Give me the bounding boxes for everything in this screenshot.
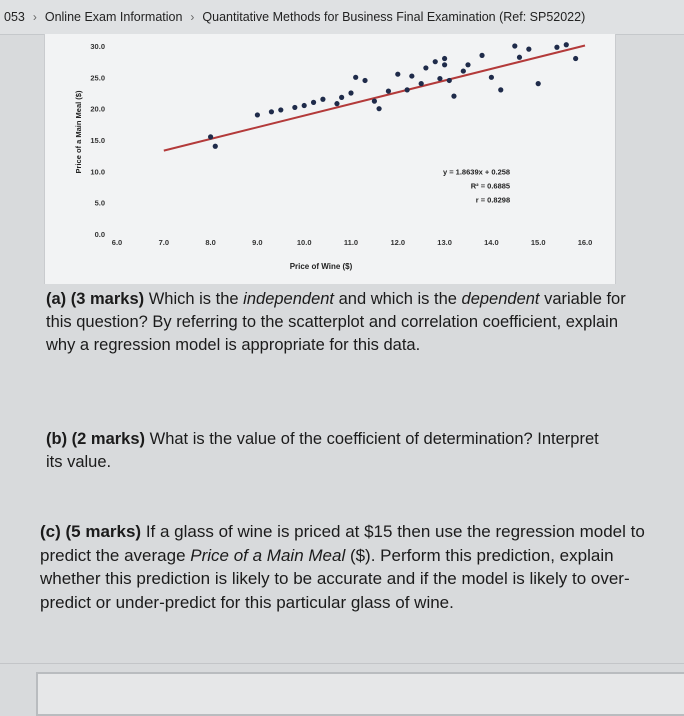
y-axis-label: Price of a Main Meal ($) (74, 90, 83, 174)
question-a-text-3: variable for this question? By referring to the scatterplot and correlation coefficient, explain why a regression model is appropriate for this data. (46, 290, 626, 354)
y-tick-label: 25.0 (90, 73, 105, 83)
data-point (437, 76, 442, 81)
x-tick-label: 14.0 (484, 238, 499, 247)
chevron-right-icon: › (32, 10, 37, 24)
data-point (526, 47, 531, 52)
y-tick-label: 5.0 (94, 198, 105, 208)
data-point (442, 56, 447, 61)
data-point (573, 56, 578, 61)
data-point (311, 100, 316, 105)
question-a-independent: independent (243, 290, 335, 308)
question-c-variable: Price of a Main Meal (190, 545, 346, 565)
y-tick-label: 30.0 (90, 42, 105, 51)
x-tick-label: 10.0 (296, 238, 312, 247)
question-c-text-2: ($). Perform this prediction, explain whether this prediction is likely to be accurate and if the model is likely to over-predict or under-predict for this particular glass of wine. (40, 545, 630, 612)
question-a-text-2: and which is the (334, 290, 462, 308)
x-tick-label: 12.0 (390, 238, 406, 247)
regression-annotation: R² = 0.6885 (470, 181, 511, 191)
question-b-marks: (b) (2 marks) (46, 430, 146, 448)
trendline (164, 45, 585, 150)
question-b (46, 428, 606, 474)
x-tick-label: 13.0 (437, 238, 452, 247)
data-point (554, 45, 559, 50)
scatterplot-card (44, 34, 616, 284)
data-point (512, 43, 517, 48)
data-point (208, 134, 213, 139)
data-point (423, 65, 428, 70)
data-point (447, 78, 452, 83)
data-point (334, 101, 339, 106)
answer-input[interactable] (36, 672, 684, 716)
data-point (320, 97, 325, 102)
data-point (489, 75, 494, 80)
data-point (395, 72, 400, 77)
data-point (302, 103, 307, 108)
data-point (372, 99, 377, 104)
breadcrumb-item-code[interactable]: 053 (4, 10, 25, 24)
data-point (442, 62, 447, 67)
chevron-right-icon: › (190, 10, 195, 24)
x-tick-label: 15.0 (530, 238, 546, 247)
data-point (451, 94, 456, 99)
data-point (292, 105, 297, 110)
x-tick-label: 9.0 (252, 238, 263, 247)
question-a-marks: (a) (3 marks) (46, 290, 145, 308)
question-c-text-1: If a glass of wine is priced at $15 then use the regression model to predict the average (40, 522, 645, 565)
data-point (269, 109, 274, 114)
question-a (46, 288, 636, 357)
x-tick-label: 6.0 (111, 238, 123, 247)
x-tick-label: 11.0 (343, 238, 359, 247)
question-c-marks: (c) (5 marks) (40, 522, 142, 541)
data-point (348, 90, 353, 95)
data-point (255, 112, 260, 117)
question-a-text-1: Which is the (144, 290, 244, 308)
data-point (536, 81, 541, 86)
x-tick-label: 8.0 (205, 238, 216, 247)
regression-annotation: y = 1.8639x + 0.258 (442, 167, 511, 177)
data-point (405, 87, 410, 92)
y-tick-label: 15.0 (90, 136, 105, 145)
data-point (339, 95, 344, 100)
breadcrumb-item-exam-info[interactable]: Online Exam Information (44, 10, 183, 24)
breadcrumb-item-exam-title: Quantitative Methods for Business Final Examination (Ref: SP52022) (202, 10, 586, 24)
data-point (278, 107, 283, 112)
data-point (213, 144, 218, 149)
data-point (461, 68, 466, 73)
scatterplot-chart (45, 34, 615, 284)
regression-annotation: r = 0.8298 (475, 195, 511, 205)
data-point (376, 106, 381, 111)
question-a-dependent: dependent (461, 290, 540, 308)
data-point (362, 78, 367, 83)
divider (0, 663, 684, 664)
data-point (433, 59, 438, 64)
data-point (498, 87, 503, 92)
data-point (479, 53, 484, 58)
x-axis-label: Price of Wine ($) (289, 262, 353, 271)
data-point (517, 55, 522, 60)
data-point (409, 73, 414, 78)
data-point (386, 89, 391, 94)
y-tick-label: 0.0 (94, 230, 105, 239)
breadcrumb (0, 0, 684, 35)
question-b-text: What is the value of the coefficient of determination? Interpret its value. (46, 430, 599, 471)
data-point (353, 75, 358, 80)
data-point (419, 81, 424, 86)
y-tick-label: 20.0 (90, 104, 105, 114)
y-tick-label: 10.0 (90, 167, 105, 177)
x-tick-label: 16.0 (577, 238, 593, 247)
data-point (564, 42, 569, 47)
data-point (465, 62, 470, 67)
question-c (40, 520, 670, 614)
x-tick-label: 7.0 (158, 238, 170, 247)
